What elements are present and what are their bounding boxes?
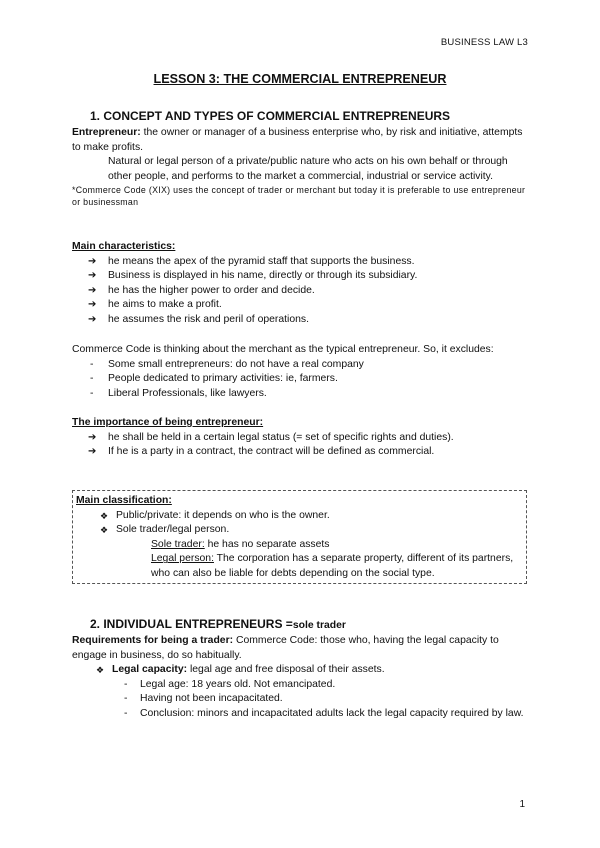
classification-heading: Main classification: <box>76 495 172 506</box>
importance-section <box>72 416 532 460</box>
importance-list <box>72 431 532 460</box>
section-2-heading-main: 2. INDIVIDUAL ENTREPRENEURS = <box>90 617 293 631</box>
entrepreneur-definition <box>72 126 532 208</box>
section-2-heading <box>90 617 346 634</box>
sole-trader-label: Sole trader: <box>151 538 205 550</box>
sole-trader-text: he has no separate assets <box>204 538 330 550</box>
list-item: - Legal age: 18 years old. Not emancipated. <box>72 678 532 693</box>
requirements-paragraph <box>72 634 532 663</box>
list-item: - Conclusion: minors and incapacitated adults lack the legal capacity required by law. <box>72 707 532 722</box>
definition-paragraph <box>72 126 532 155</box>
capacity-sub-list <box>72 678 532 722</box>
requirements-text: Commerce Code: those who, having the legal capacity to engage in business, do so habitually. <box>72 635 499 661</box>
list-item: ➔ he shall be held in a certain legal status (= set of specific rights and duties). <box>72 431 532 446</box>
sole-trader-def <box>76 538 526 553</box>
list-item: ➔ he has the higher power to order and decide. <box>72 284 532 299</box>
legal-person-label: Legal person: <box>151 553 214 565</box>
importance-heading: The importance of being entrepreneur: <box>72 417 264 428</box>
page-title: LESSON 3: THE COMMERCIAL ENTREPRENEUR <box>153 72 447 86</box>
requirements-label: Requirements for being a trader: <box>72 635 234 646</box>
capacity-label: Legal capacity: <box>112 664 188 676</box>
definition-paragraph-2: Natural or legal person of a private/public nature who acts on his own behalf or through other people, and performs to the market a commercial, industrial or service activity. <box>108 156 508 182</box>
list-item: ➔ Business is displayed in his name, directly or through its subsidiary. <box>72 269 532 284</box>
exclusions-list <box>72 358 532 402</box>
main-characteristics <box>72 240 532 328</box>
list-item: - Liberal Professionals, like lawyers. <box>72 387 532 402</box>
commerce-code-exclusions <box>72 343 532 401</box>
trader-requirements <box>72 634 532 722</box>
main-characteristics-heading: Main characteristics: <box>72 241 176 252</box>
section-1-heading: 1. CONCEPT AND TYPES OF COMMERCIAL ENTREPRENEURS <box>90 109 451 123</box>
capacity-list <box>72 663 532 678</box>
list-item: ➔ If he is a party in a contract, the contract will be defined as commercial. <box>72 445 532 460</box>
entrepreneur-def-text: the owner or manager of a business enterprise who, by risk and initiative, attempts to make profits. <box>72 127 523 153</box>
page-number: 1 <box>519 799 525 810</box>
list-item: ❖ Public/private: it depends on who is the owner. <box>76 509 526 524</box>
section-2-heading-small: sole trader <box>292 620 346 631</box>
characteristics-list <box>72 255 532 328</box>
list-item: ➔ he aims to make a profit. <box>72 298 532 313</box>
list-item: ❖ Sole trader/legal person. <box>76 523 526 538</box>
list-item: - Some small entrepreneurs: do not have a real company <box>72 358 532 373</box>
list-item: - People dedicated to primary activities: ie, farmers. <box>72 372 532 387</box>
classification-list <box>76 509 526 538</box>
legal-person-def <box>76 552 526 581</box>
list-item: ➔ he assumes the risk and peril of operations. <box>72 313 532 328</box>
commerce-code-text: Commerce Code is thinking about the merchant as the typical entrepreneur. So, it excludes: <box>72 344 494 355</box>
entrepreneur-label: Entrepreneur: <box>72 127 141 138</box>
list-item: - Having not been incapacitated. <box>72 692 532 707</box>
legal-person-text: The corporation has a separate property, different of its partners, who can also be liable for debts depending on the social type. <box>151 553 514 579</box>
list-item: ➔ he means the apex of the pyramid staff that supports the business. <box>72 255 532 270</box>
list-item <box>72 663 532 678</box>
main-classification-box <box>72 490 527 584</box>
capacity-text: legal age and free disposal of their assets. <box>187 664 385 676</box>
running-header: BUSINESS LAW L3 <box>440 37 528 48</box>
commerce-code-note: *Commerce Code (XIX) uses the concept of trader or merchant but today it is preferable to use entrepreneur or businessman <box>72 185 526 208</box>
